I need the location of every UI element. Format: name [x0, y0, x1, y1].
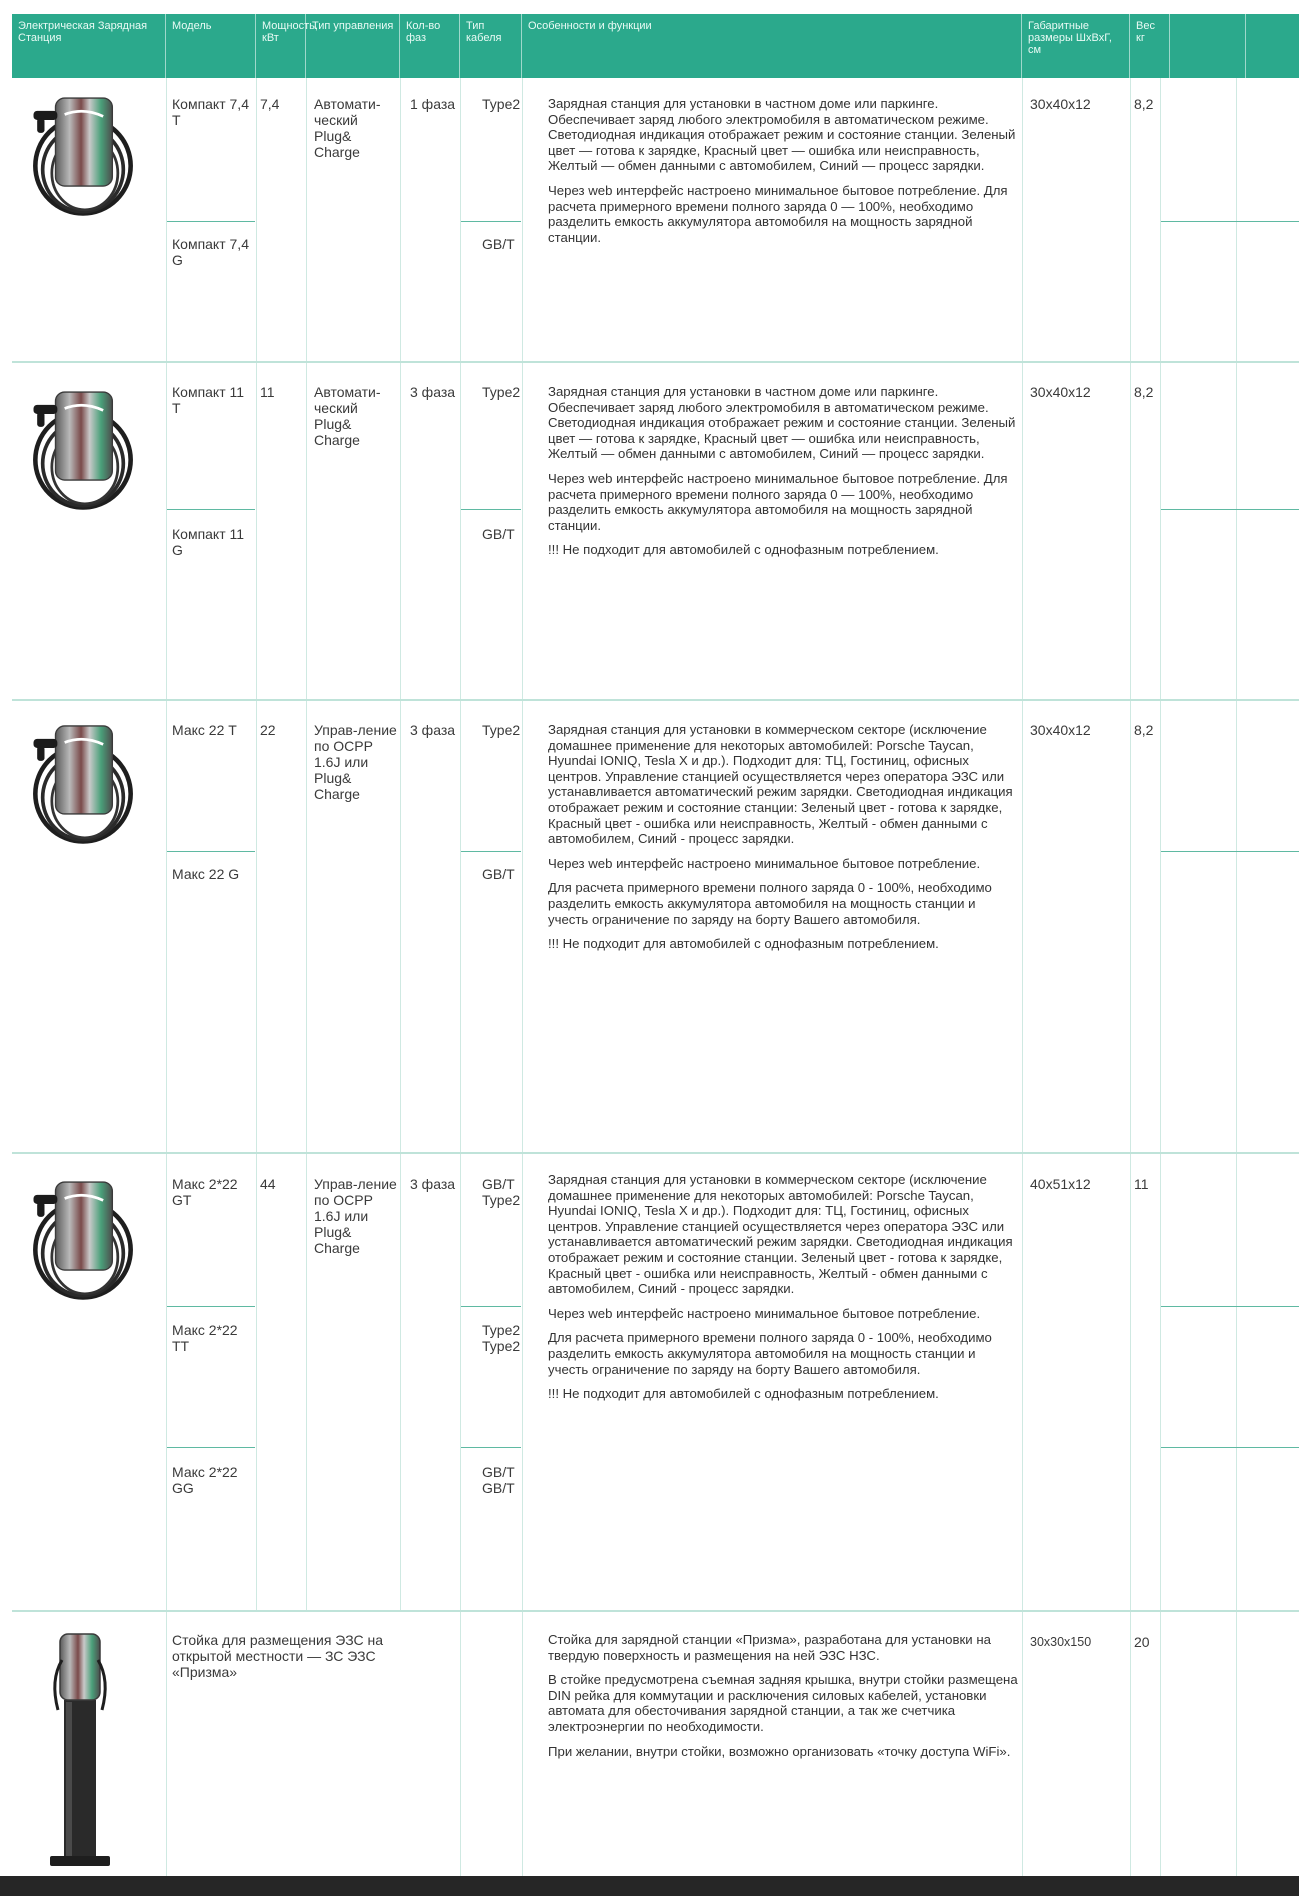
features-text: [548, 96, 1018, 254]
features-paragraph: При желании, внутри стойки, возможно организовать «точку доступа WiFi».: [548, 1743, 1011, 1759]
cable-type: GB/T: [482, 866, 515, 882]
row-divider: [12, 361, 1299, 363]
subrow-divider: [461, 1447, 521, 1448]
subrow-divider: [461, 221, 521, 222]
power-value: 7,4: [260, 96, 280, 112]
header-power: Мощность, кВт: [256, 14, 306, 78]
header-control: Тип управления: [306, 14, 400, 78]
col-divider: [1022, 78, 1023, 1876]
header-dims: Габаритные размеры ШхВхГ, см: [1022, 14, 1130, 78]
features-paragraph: Стойка для зарядной станции «Призма», разработана для установки на твердую поверхность и размещения на ней ЭЗС НЗС.: [548, 1632, 991, 1663]
control-type: Автомати-ческий Plug& Charge: [314, 384, 381, 448]
cable-type: Type2: [482, 96, 521, 112]
charger-image: [28, 88, 138, 218]
weight-value: 11: [1134, 1176, 1149, 1192]
col-divider: [460, 78, 461, 1876]
charger-image: [28, 1172, 138, 1302]
model-name: Макс 2*22 TT: [172, 1322, 238, 1354]
weight-value: 8,2: [1134, 384, 1154, 400]
col-divider: [256, 78, 257, 1610]
subrow-divider: [1161, 509, 1299, 510]
col-divider: [306, 78, 307, 1610]
features-paragraph: Через web интерфейс настроено минимальное бытовое потребление. Для расчета примерного времени полного заряда 0 — 100%, необходимо разделить емкость аккумулятора автомобиля на мощность зарядной станции.: [548, 182, 1008, 245]
col-divider: [166, 78, 167, 1876]
model-name: Макс 22 G: [172, 866, 240, 882]
features-warning: !!! Не подходит для автомобилей с однофазным потреблением.: [548, 542, 939, 558]
model-name: Макс 2*22 GG: [172, 1464, 238, 1496]
cable-type: Type2 Type2: [482, 1322, 521, 1354]
header-model: Модель: [166, 14, 256, 78]
subrow-divider: [461, 851, 521, 852]
top-strip: [0, 0, 1299, 14]
features-paragraph: Зарядная станция для установки в коммерческом секторе (исключение домашнее применение для некоторых автомобилей: Porsche Taycan, Hyundai IONIQ, Tesla X и др.). Подходит для: ТЦ, Гостиниц, офисных центров. Управление станцией осуществляется через оператора ЭЗС или устанавливается автоматический режим зарядки. Светодиодная индикация отображает режим и состояние станции: Зеленый цвет - готова к зарядке, Красный цвет - ошибка или неисправность, Желтый - обмен данными с автомобилем, Синий - процесс зарядки.: [548, 722, 1013, 847]
features-warning: !!! Не подходит для автомобилей с однофазным потреблением.: [548, 1386, 939, 1402]
cable-type: GB/T Type2: [482, 1176, 521, 1208]
phases-value: 3 фаза: [410, 384, 456, 400]
phases-value: 1 фаза: [410, 96, 456, 112]
model-name: Компакт 7,4 G: [172, 236, 249, 268]
row-divider: [12, 699, 1299, 701]
row-divider: [12, 1152, 1299, 1154]
features-paragraph: Через web интерфейс настроено минимальное бытовое потребление.: [548, 1305, 981, 1321]
subrow-divider: [1161, 1306, 1299, 1307]
dims-value: 30х40х12: [1030, 722, 1091, 738]
header-features: Особенности и функции: [522, 14, 1022, 78]
features-text: [548, 384, 1018, 567]
subrow-divider: [1161, 221, 1299, 222]
features-paragraph: Для расчета примерного времени полного заряда 0 - 100%, необходимо разделить емкость аккумулятора автомобиля на мощность станции и учесть ограничение по заряду на борту Вашего автомобиля.: [548, 1330, 992, 1377]
dims-value: 30х30х150: [1030, 1635, 1092, 1649]
power-value: 22: [260, 722, 276, 738]
features-paragraph: Зарядная станция для установки в частном доме или паркинге. Обеспечивает заряд любого электромобиля в автоматическом режиме. Светодиодная индикация отображает режим и состояние станции. Зеленый цвет — готова к зарядке, Красный цвет — ошибка или неисправность, Желтый — обмен данными с автомобилем, Синий — процесс зарядки.: [548, 96, 1016, 174]
cable-type: Type2: [482, 384, 521, 400]
col-divider: [1236, 78, 1237, 1876]
control-type: Управ-ление по OCPP 1.6J или Plug& Charge: [314, 1176, 397, 1256]
dims-value: 30х40х12: [1030, 384, 1091, 400]
col-divider: [1160, 78, 1161, 1876]
subrow-divider: [1161, 1447, 1299, 1448]
model-name: Макс 22 Т: [172, 722, 237, 738]
dims-value: 40х51х12: [1030, 1176, 1091, 1192]
col-divider: [400, 78, 401, 1610]
subrow-divider: [167, 221, 255, 222]
weight-value: 8,2: [1134, 722, 1154, 738]
model-name: Макс 2*22 GT: [172, 1176, 238, 1208]
features-paragraph: В стойке предусмотрена съемная задняя крышка, внутри стойки размещена DIN рейка для коммутации и расключения силовых кабелей, установки автомата для обесточивания зарядной станции, а так же счетчика электроэнергии по необходимости.: [548, 1672, 1018, 1734]
features-text: [548, 1172, 1018, 1411]
model-name: Компакт 11 Т: [172, 384, 245, 416]
table-header: [12, 14, 1299, 78]
subrow-divider: [167, 1306, 255, 1307]
stand-name: Стойка для размещения ЭЗС на открытой местности — ЗС ЭЗС «Призма»: [172, 1632, 384, 1680]
footer-bar: [0, 1876, 1299, 1896]
phases-value: 3 фаза: [410, 722, 456, 738]
features-paragraph: Через web интерфейс настроено минимальное бытовое потребление.: [548, 855, 981, 871]
col-divider: [522, 78, 523, 1876]
phases-value: 3 фаза: [410, 1176, 456, 1192]
weight-value: 20: [1134, 1634, 1150, 1650]
features-paragraph: Для расчета примерного времени полного заряда 0 - 100%, необходимо разделить емкость аккумулятора автомобиля на мощность станции и учесть ограничение по заряду на борту Вашего автомобиля.: [548, 880, 992, 927]
header-extra-1: [1170, 14, 1246, 78]
power-value: 44: [260, 1176, 276, 1192]
control-type: Управ-ление по OCPP 1.6J или Plug& Charge: [314, 722, 397, 802]
stand-image: [40, 1630, 120, 1870]
cable-type: GB/T: [482, 526, 515, 542]
features-paragraph: Зарядная станция для установки в частном доме или паркинге. Обеспечивает заряд любого электромобиля в автоматическом режиме. Светодиодная индикация отображает режим и состояние станции. Зеленый цвет — готова к зарядке, Красный цвет — ошибка или неисправность, Желтый — обмен данными с автомобилем, Синий — процесс зарядки.: [548, 384, 1016, 462]
header-weight: Вес кг: [1130, 14, 1170, 78]
features-warning: !!! Не подходит для автомобилей с однофазным потреблением.: [548, 936, 939, 952]
control-type: Автомати-ческий Plug& Charge: [314, 96, 381, 160]
power-value: 11: [260, 384, 275, 400]
weight-value: 8,2: [1134, 96, 1154, 112]
header-extra-2: [1246, 14, 1299, 78]
subrow-divider: [167, 1447, 255, 1448]
cable-type: Type2: [482, 722, 521, 738]
charger-image: [28, 382, 138, 512]
features-text: [548, 722, 1018, 961]
model-name: Компакт 7,4 Т: [172, 96, 249, 128]
row-divider: [12, 1610, 1299, 1612]
header-phases: Кол-во фаз: [400, 14, 460, 78]
subrow-divider: [167, 851, 255, 852]
model-name: Компакт 11 G: [172, 526, 245, 558]
header-cable: Тип кабеля: [460, 14, 522, 78]
header-station: Электрическая Зарядная Станция: [12, 14, 166, 78]
cable-type: GB/T: [482, 236, 515, 252]
subrow-divider: [461, 1306, 521, 1307]
charger-image: [28, 716, 138, 846]
features-text: [548, 1632, 1018, 1768]
dims-value: 30х40х12: [1030, 96, 1091, 112]
cable-type: GB/T GB/T: [482, 1464, 515, 1496]
subrow-divider: [1161, 851, 1299, 852]
subrow-divider: [461, 509, 521, 510]
features-paragraph: Через web интерфейс настроено минимальное бытовое потребление. Для расчета примерного времени полного заряда 0 — 100%, необходимо разделить емкость аккумулятора автомобиля на мощность зарядной станции.: [548, 470, 1008, 533]
features-paragraph: Зарядная станция для установки в коммерческом секторе (исключение домашнее применение для некоторых автомобилей: Porsche Taycan, Hyundai IONIQ, Tesla X и др.). Подходит для: ТЦ, Гостиниц, офисных центров. Управление станцией осуществляется через оператора ЭЗС или устанавливается автоматический режим зарядки. Светодиодная индикация отображает режим и состояние станции. Зеленый цвет - готова к зарядке, Красный цвет - ошибка или неисправность, Желтый - обмен данными с автомобилем, Синий - процесс зарядки.: [548, 1172, 1013, 1297]
subrow-divider: [167, 509, 255, 510]
col-divider: [1130, 78, 1131, 1876]
